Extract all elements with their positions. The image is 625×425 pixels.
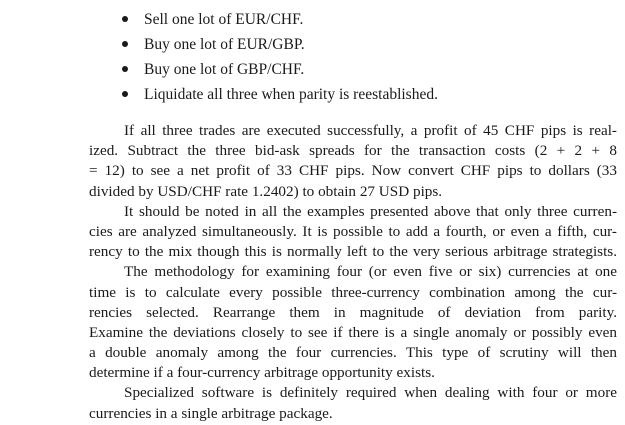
text-line: Specialized software is definitely required when dealing with four or more bbox=[124, 384, 617, 402]
text-line: a double anomaly among the four currencies. This type of scrutiny will then bbox=[89, 344, 617, 362]
paragraph-profit bbox=[89, 121, 617, 202]
bullet-icon bbox=[122, 16, 128, 22]
text-line: rency to the mix though this is normally left to the very serious arbitrage strategists. bbox=[89, 243, 617, 261]
bullet-icon bbox=[122, 91, 128, 97]
text-line: determine if a four-currency arbitrage opportunity exists. bbox=[89, 364, 435, 382]
list-item: Buy one lot of GBP/CHF. bbox=[120, 57, 438, 82]
text-line: = 12) to see a net profit of 33 CHF pips. Now convert CHF pips to dollars (33 bbox=[89, 162, 617, 180]
text-line: Examine the deviations closely to see if there is a single anomaly or possibly even bbox=[89, 323, 617, 341]
text-line: It should be noted in all the examples presented above that only three curren- bbox=[124, 202, 617, 220]
paragraph-methodology bbox=[89, 262, 617, 383]
text-line: cies are analyzed simultaneously. It is possible to add a fourth, or even a fifth, cur- bbox=[89, 222, 617, 240]
bullet-icon bbox=[122, 66, 128, 72]
text-line: currencies in a single arbitrage package. bbox=[89, 404, 333, 422]
body-text bbox=[89, 121, 617, 424]
list-item: Buy one lot of EUR/GBP. bbox=[120, 32, 438, 57]
text-line: If all three trades are executed successfully, a profit of 45 CHF pips is real- bbox=[124, 122, 617, 139]
text-line: The methodology for examining four (or even five or six) currencies at one bbox=[124, 263, 617, 281]
text-line: ized. Subtract the three bid-ask spreads for the transaction costs (2 + 2 + 8 bbox=[89, 142, 617, 160]
text-line: time is to calculate every possible three-currency combination among the cur- bbox=[89, 283, 617, 301]
text-line: divided by USD/CHF rate 1.2402) to obtain 27 USD pips. bbox=[89, 182, 443, 200]
list-item: Liquidate all three when parity is reestablished. bbox=[120, 82, 438, 107]
text-line: rencies selected. Rearrange them in magnitude of deviation from parity. bbox=[89, 303, 617, 321]
paragraph-software bbox=[89, 383, 617, 423]
list-item: Sell one lot of EUR/CHF. bbox=[120, 7, 438, 32]
paragraph-three-currencies bbox=[89, 202, 617, 263]
trade-steps-list bbox=[120, 7, 438, 107]
bullet-icon bbox=[122, 41, 128, 47]
